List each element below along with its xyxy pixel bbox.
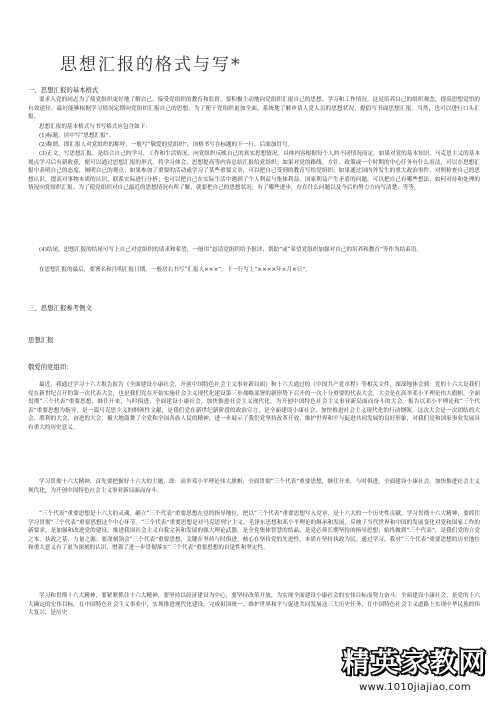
document-title: 思想汇报的格式与写* xyxy=(60,55,242,75)
section-heading-format: 一、思想汇报的基本格式 xyxy=(28,86,99,94)
paragraph-salutation-rule: (2)称谓。即汇报人对党组织的称呼，一般写“敬爱的党组织”。顶格书写在标题的下一行，后面加冒号。 xyxy=(39,142,294,148)
example-paragraph-3: “三个代表”重要思想是十六大的灵魂。确立“三个代表”重要思想在党的指导地位，把以“三个代表”重要思想写入党章，是十六大的一个历史性贡献。学习贯彻十六大精神，要抓住学习贯彻“三个代表”重要思想这个中心环节。“三个代表”重要思想是对马克思列宁主义、毛泽东思想和邓小平理论的继承和发展，反映了当代世界和中国的发展变化对党和国家工作的新要求，是加强和改进党的建设，推进我国社会主义自我完善和发展的强大理论武器，是全党集体智慧的结晶，是党必须长期坚持的指导思想；始终做到“三个代表”，是我们党的立党之本、执政之基、力量之源；要深刻领会“三个代表”重要思想，关键在坚持与时俱进，核心在坚持党的先进性，本质在坚持执政为民。通过学习，我对“三个代表”重要思想的历史地位和重大意义有了更为深刻的认识，增强了进一步贯彻落实“三个代表”重要思想的自觉性和坚定性。 xyxy=(28,511,480,552)
example-paragraph-1: 最近，我通过学习十六大报告报告《全面建设小康社会，开创中国特色社会主义事业新局面》和十六大通过的《中国共产党章程》等相关文件，深深地体会到：党的十六大是我们党在新世纪召开的第一次代表大会，也是我们党在开始实施社会主义现代化建设第三步战略部署的新形势下召开的一次十分重要的代表大会，大会是在高举邓小平理论伟大旗帜，全面贯彻“三个代表”重要思想，继往开来，与时俱进，全面建设小康社会，加快推进社会主义现代化，为开创中国特色社会主义事业新局面而奋斗的大会。报告以邓小平理论和“三个代表”重要思想为指导，是一篇马克思主义的纲领性文献，是我们党在新世纪新阶段的政治宣言，是全面建设小康社会、加快推进社会主义现代化的行动纲领。这次大会是一次团结的大会、胜利的大会、奋进的大会，极大地鼓舞了全党和全国各族人民的精神，进一步展示了我们党坚持改革开放、维护世界和平与促进共同发展的良好形象，对我们党和国家事业发展具有重大的历史意义。 xyxy=(28,382,480,431)
example-paragraph-2: 学习贯彻十六大精神，首先要把握好十六大的主题，即：高举邓小平理论伟大旗帜，全面贯彻“三个代表”重要思想，继往开来，与时俱进，全面建设小康社会，加快推进社会主义现代化，为开创中国特色社会主义事业新局面而奋斗。 xyxy=(28,479,480,494)
example-salutation: 敬爱的党组织： xyxy=(28,363,73,371)
paragraph-intro: 要求入党的同志为了使党组织更好地了解自己，接受党组织的教育和监督，要积极主动地向党组织汇报自己的思想、学习和工作情况。这是培养自己的组织观念，提高思想觉悟的有效途径。最好能够根据学习情况定期向党组织汇报自己的思想。为了便于党组织更加全面、系统地了解申请人党人员的思想状况，提倡写书面思想汇报。当然，也可以进行口头汇报。 xyxy=(28,97,480,121)
watermark-url: www.1010jiajiao.com xyxy=(359,682,471,693)
paragraph-body-rule: (3)正文。写思想汇报，是结合自己的学习、工作和生活情况，向党组织反映自己的真实思想情况。具体内容根据每个人的不同情况而定。如果对党的基本知识、马克思主义的基本观点学习后有新收获，便可以通过思想汇报的形式，将学习体会、思想提高等内容总结汇报给党组织；如果对党的路线、方针、政策或一个时期的中心任务有什么看法，可以在思想汇报中表明自己的态度，阐明自己的观点；如果参加了重要的活动或学习了某些重要文章，可以把自己受到的教育写给党组织；如果通过国内外发生的重大政治事件，对照检查自己的思想认识，提高对事物本质的认识，联系实际进行分析；也可以把自己在实际生活中遇到了个人利益与集体利益、国家利益产生矛盾的问题，可以把自己有哪些想法，如何对待和处理的情况向党组织汇报；为了使党组织对自己最近的思想情况有所了解，就要把自己的思想状况、有了哪些进步，存在什么问题以及今后的努力方向写清楚，等等。 xyxy=(28,151,480,192)
paragraph-ending-rule: (4)结尾。思想汇报的结尾可写上自己对党组织的请求和希望，一般用“恳请党组织给予批评、帮助”或“希望党组织加强对自己的培养和教育”等作为结束语。 xyxy=(39,247,422,253)
section-heading-examples: 三、思想汇报参考例文 xyxy=(28,304,92,312)
paragraph-signature-rule: 在思想汇报的最后，要署名和注明汇报日期。一般居右书写“汇报人×××”，下一行写上“××××年×月×日”。 xyxy=(39,267,311,273)
watermark-logo xyxy=(340,641,490,699)
watermark-text: 精英家教网 xyxy=(342,648,488,679)
example-title: 思想汇报 xyxy=(28,336,54,344)
paragraph-format-lead: 思想汇报的基本格式与书写格式应包含如下： xyxy=(39,124,151,130)
example-paragraph-4: 学习和贯彻十六大精神，要紧紧抓住十六大精神，要坚持以经济建设为中心，要坚持改革开放，为实现全面建设小康社会的宏伟目标而努力奋斗。全面建设小康社会，是党的十六大确定的宏伟目标。在中国特色社会主义事业中，实现推进现代化建设、完成祖国统一、维护世界和平与促进共同发展这三大历史任务，在中国特色社会主义道路上实现中华民族的伟大复兴，是历史 xyxy=(28,593,480,617)
paragraph-title-rule: (1)标题。居中写“思想汇报”。 xyxy=(39,133,115,139)
